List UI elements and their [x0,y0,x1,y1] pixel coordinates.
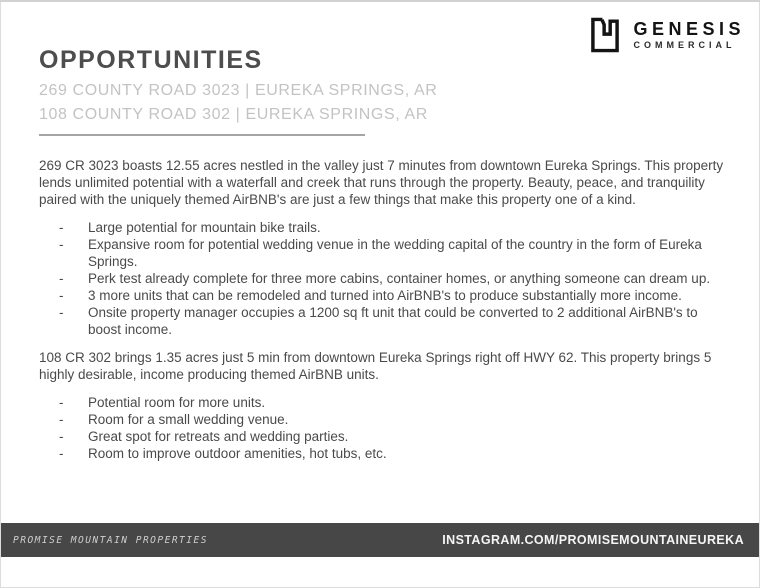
bullet-dash: - [59,220,64,235]
bullet-dash: - [59,395,64,410]
list-item: - Onsite property manager occupies a 1200 sq ft unit that could be converted to 2 additional AirBNB's to boost income. [59,305,698,337]
page-title: OPPORTUNITIES [39,46,263,74]
list-item: - Room to improve outdoor amenities, hot tubs, etc. [59,446,387,461]
bullet-dash: - [59,412,64,427]
bullet-list-269 [57,219,733,338]
footer-bar [1,523,759,557]
address-line-2: 108 COUNTY ROAD 302 | EUREKA SPRINGS, AR [39,106,428,123]
paragraph-108-cr-302: 108 CR 302 brings 1.35 acres just 5 min from downtown Eureka Springs right off HWY 62. This property brings 5 highly desirable, income producing themed AirBNB units. [39,350,712,382]
bullet-dash: - [59,237,64,252]
bullet-dash: - [59,446,64,461]
footer-brand: PROMISE MOUNTAIN PROPERTIES [13,534,208,546]
logo-name: GENESIS [633,19,745,39]
genesis-commercial-logo [586,15,745,55]
footer-instagram-url: INSTAGRAM.COM/PROMISEMOUNTAINEUREKA [442,533,744,547]
bullet-dash: - [59,288,64,303]
paragraph-269-cr-3023: 269 CR 3023 boasts 12.55 acres nestled in the valley just 7 minutes from downtown Eureka Springs. This property lends unlimited potential with a waterfall and creek that runs through the property. Beauty, peace, and tranquility paired with the uniquely themed AirBNB's are just a few things that make this property one of a kind. [39,158,724,207]
list-item: - 3 more units that can be remodeled and turned into AirBNB's to produce substantially more income. [59,288,682,303]
genesis-g-icon [586,15,624,55]
logo-text [633,19,745,51]
list-item: - Expansive room for potential wedding venue in the wedding capital of the country in the form of Eureka Springs. [59,237,702,269]
bullet-dash: - [59,305,64,320]
logo-division: COMMERCIAL [633,40,736,50]
list-item: - Perk test already complete for three more cabins, container homes, or anything someone can dream up. [59,271,711,286]
list-item: - Room for a small wedding venue. [59,412,289,427]
bullet-dash: - [59,429,64,444]
list-item: - Great spot for retreats and wedding parties. [59,429,349,444]
address-line-1: 269 COUNTY ROAD 3023 | EUREKA SPRINGS, AR [39,82,438,99]
header-divider [39,134,365,136]
bullet-dash: - [59,271,64,286]
bullet-list-108 [57,394,733,462]
list-item: - Potential room for more units. [59,395,266,410]
list-item: - Large potential for mountain bike trails. [59,220,321,235]
document-body [39,157,733,462]
